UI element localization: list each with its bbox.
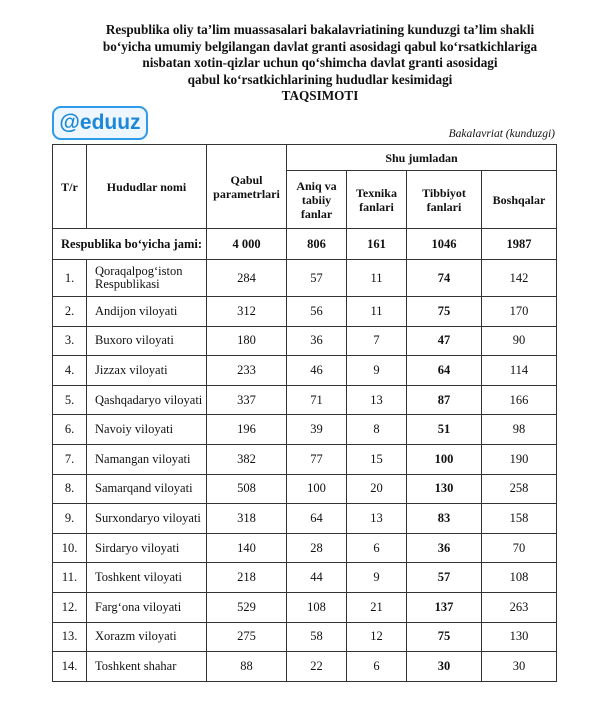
row-value: 6 [347, 652, 407, 682]
row-value: 142 [482, 260, 557, 297]
row-total: 337 [207, 385, 287, 415]
table-row [53, 297, 557, 327]
row-total: 88 [207, 652, 287, 682]
row-value: 75 [407, 622, 482, 652]
row-index: 5. [53, 385, 87, 415]
row-value: 130 [407, 474, 482, 504]
row-value: 7 [347, 326, 407, 356]
row-value: 51 [407, 415, 482, 445]
header-col: Tibbiyot fanlari [407, 171, 482, 229]
row-index: 7. [53, 444, 87, 474]
row-value: 11 [347, 297, 407, 327]
row-total: 312 [207, 297, 287, 327]
row-total: 233 [207, 356, 287, 386]
row-value: 12 [347, 622, 407, 652]
row-value: 22 [287, 652, 347, 682]
row-value: 137 [407, 592, 482, 622]
row-value: 9 [347, 356, 407, 386]
row-region: Sirdaryo viloyati [87, 533, 207, 563]
row-value: 170 [482, 297, 557, 327]
row-value: 20 [347, 474, 407, 504]
row-total: 508 [207, 474, 287, 504]
summary-value: 1046 [407, 229, 482, 260]
row-total: 529 [207, 592, 287, 622]
row-total: 140 [207, 533, 287, 563]
row-value: 57 [407, 563, 482, 593]
summary-value: 161 [347, 229, 407, 260]
row-value: 56 [287, 297, 347, 327]
subtitle: Bakalavriat (kunduzgi) [448, 128, 555, 140]
row-value: 39 [287, 415, 347, 445]
row-value: 166 [482, 385, 557, 415]
row-value: 44 [287, 563, 347, 593]
row-value: 46 [287, 356, 347, 386]
row-region: Surxondaryo viloyati [87, 504, 207, 534]
row-region: Qashqadaryo viloyati [87, 385, 207, 415]
row-region: Xorazm viloyati [87, 622, 207, 652]
row-value: 108 [482, 563, 557, 593]
row-region: Andijon viloyati [87, 297, 207, 327]
table-row [53, 622, 557, 652]
row-value: 190 [482, 444, 557, 474]
row-index: 8. [53, 474, 87, 504]
row-region: Namangan viloyati [87, 444, 207, 474]
row-value: 114 [482, 356, 557, 386]
row-value: 30 [407, 652, 482, 682]
row-value: 57 [287, 260, 347, 297]
row-value: 87 [407, 385, 482, 415]
row-index: 12. [53, 592, 87, 622]
row-value: 8 [347, 415, 407, 445]
header-col: Aniq va tabiiy fanlar [287, 171, 347, 229]
row-value: 258 [482, 474, 557, 504]
row-region: Qoraqalpog‘iston Respublikasi [87, 260, 207, 297]
row-region: Navoiy viloyati [87, 415, 207, 445]
summary-total: 4 000 [207, 229, 287, 260]
row-value: 11 [347, 260, 407, 297]
eduuz-watermark-badge: @eduuz [52, 106, 148, 140]
row-index: 6. [53, 415, 87, 445]
row-index: 13. [53, 622, 87, 652]
row-value: 74 [407, 260, 482, 297]
row-value: 47 [407, 326, 482, 356]
row-value: 100 [407, 444, 482, 474]
document-title [70, 22, 570, 105]
row-value: 58 [287, 622, 347, 652]
row-value: 21 [347, 592, 407, 622]
header-region: Hududlar nomi [87, 145, 207, 229]
table-row [53, 326, 557, 356]
row-value: 28 [287, 533, 347, 563]
row-value: 36 [407, 533, 482, 563]
table-row [53, 474, 557, 504]
row-value: 98 [482, 415, 557, 445]
row-total: 275 [207, 622, 287, 652]
row-total: 318 [207, 504, 287, 534]
row-index: 1. [53, 260, 87, 297]
row-value: 90 [482, 326, 557, 356]
row-region: Farg‘ona viloyati [87, 592, 207, 622]
header-total: Qabul parametrlari [207, 145, 287, 229]
row-total: 382 [207, 444, 287, 474]
row-index: 4. [53, 356, 87, 386]
row-value: 64 [407, 356, 482, 386]
table-row [53, 415, 557, 445]
row-total: 180 [207, 326, 287, 356]
row-index: 11. [53, 563, 87, 593]
table-row [53, 652, 557, 682]
row-index: 14. [53, 652, 87, 682]
table-row [53, 356, 557, 386]
row-value: 30 [482, 652, 557, 682]
row-value: 13 [347, 504, 407, 534]
row-index: 2. [53, 297, 87, 327]
summary-label: Respublika bo‘yicha jami: [53, 229, 207, 260]
row-region: Toshkent shahar [87, 652, 207, 682]
table-row [53, 533, 557, 563]
row-value: 100 [287, 474, 347, 504]
header-col: Boshqalar [482, 171, 557, 229]
table-row [53, 592, 557, 622]
row-value: 36 [287, 326, 347, 356]
table-row [53, 444, 557, 474]
row-region: Toshkent viloyati [87, 563, 207, 593]
header-index: T/r [53, 145, 87, 229]
row-value: 83 [407, 504, 482, 534]
row-value: 64 [287, 504, 347, 534]
summary-value: 806 [287, 229, 347, 260]
title-line: TAQSIMOTI [281, 88, 359, 103]
row-index: 3. [53, 326, 87, 356]
row-value: 71 [287, 385, 347, 415]
row-total: 218 [207, 563, 287, 593]
row-index: 9. [53, 504, 87, 534]
table-row [53, 563, 557, 593]
row-region: Buxoro viloyati [87, 326, 207, 356]
row-region: Jizzax viloyati [87, 356, 207, 386]
row-value: 130 [482, 622, 557, 652]
row-region: Samarqand viloyati [87, 474, 207, 504]
table-row [53, 504, 557, 534]
title-line: Respublika oliy ta’lim muassasalari bakalavriatining kunduzgi ta’lim shakli [105, 22, 535, 37]
title-line: bo‘yicha umumiy belgilangan davlat granti asosidagi qabul ko‘rsatkichlariga [102, 38, 538, 54]
title-line: qabul ko‘rsatkichlarining hududlar kesimidagi [187, 71, 453, 87]
row-value: 70 [482, 533, 557, 563]
summary-row [53, 229, 557, 260]
header-col: Texnika fanlari [347, 171, 407, 229]
row-value: 9 [347, 563, 407, 593]
row-value: 77 [287, 444, 347, 474]
row-value: 75 [407, 297, 482, 327]
header-group: Shu jumladan [287, 145, 557, 171]
table-row [53, 260, 557, 297]
row-value: 15 [347, 444, 407, 474]
row-value: 13 [347, 385, 407, 415]
row-total: 284 [207, 260, 287, 297]
row-value: 263 [482, 592, 557, 622]
row-value: 6 [347, 533, 407, 563]
row-index: 10. [53, 533, 87, 563]
row-total: 196 [207, 415, 287, 445]
distribution-table [52, 144, 557, 682]
title-line: nisbatan xotin-qizlar uchun qo‘shimcha davlat granti asosidagi [142, 55, 498, 70]
summary-value: 1987 [482, 229, 557, 260]
row-value: 108 [287, 592, 347, 622]
row-value: 158 [482, 504, 557, 534]
table-row [53, 385, 557, 415]
